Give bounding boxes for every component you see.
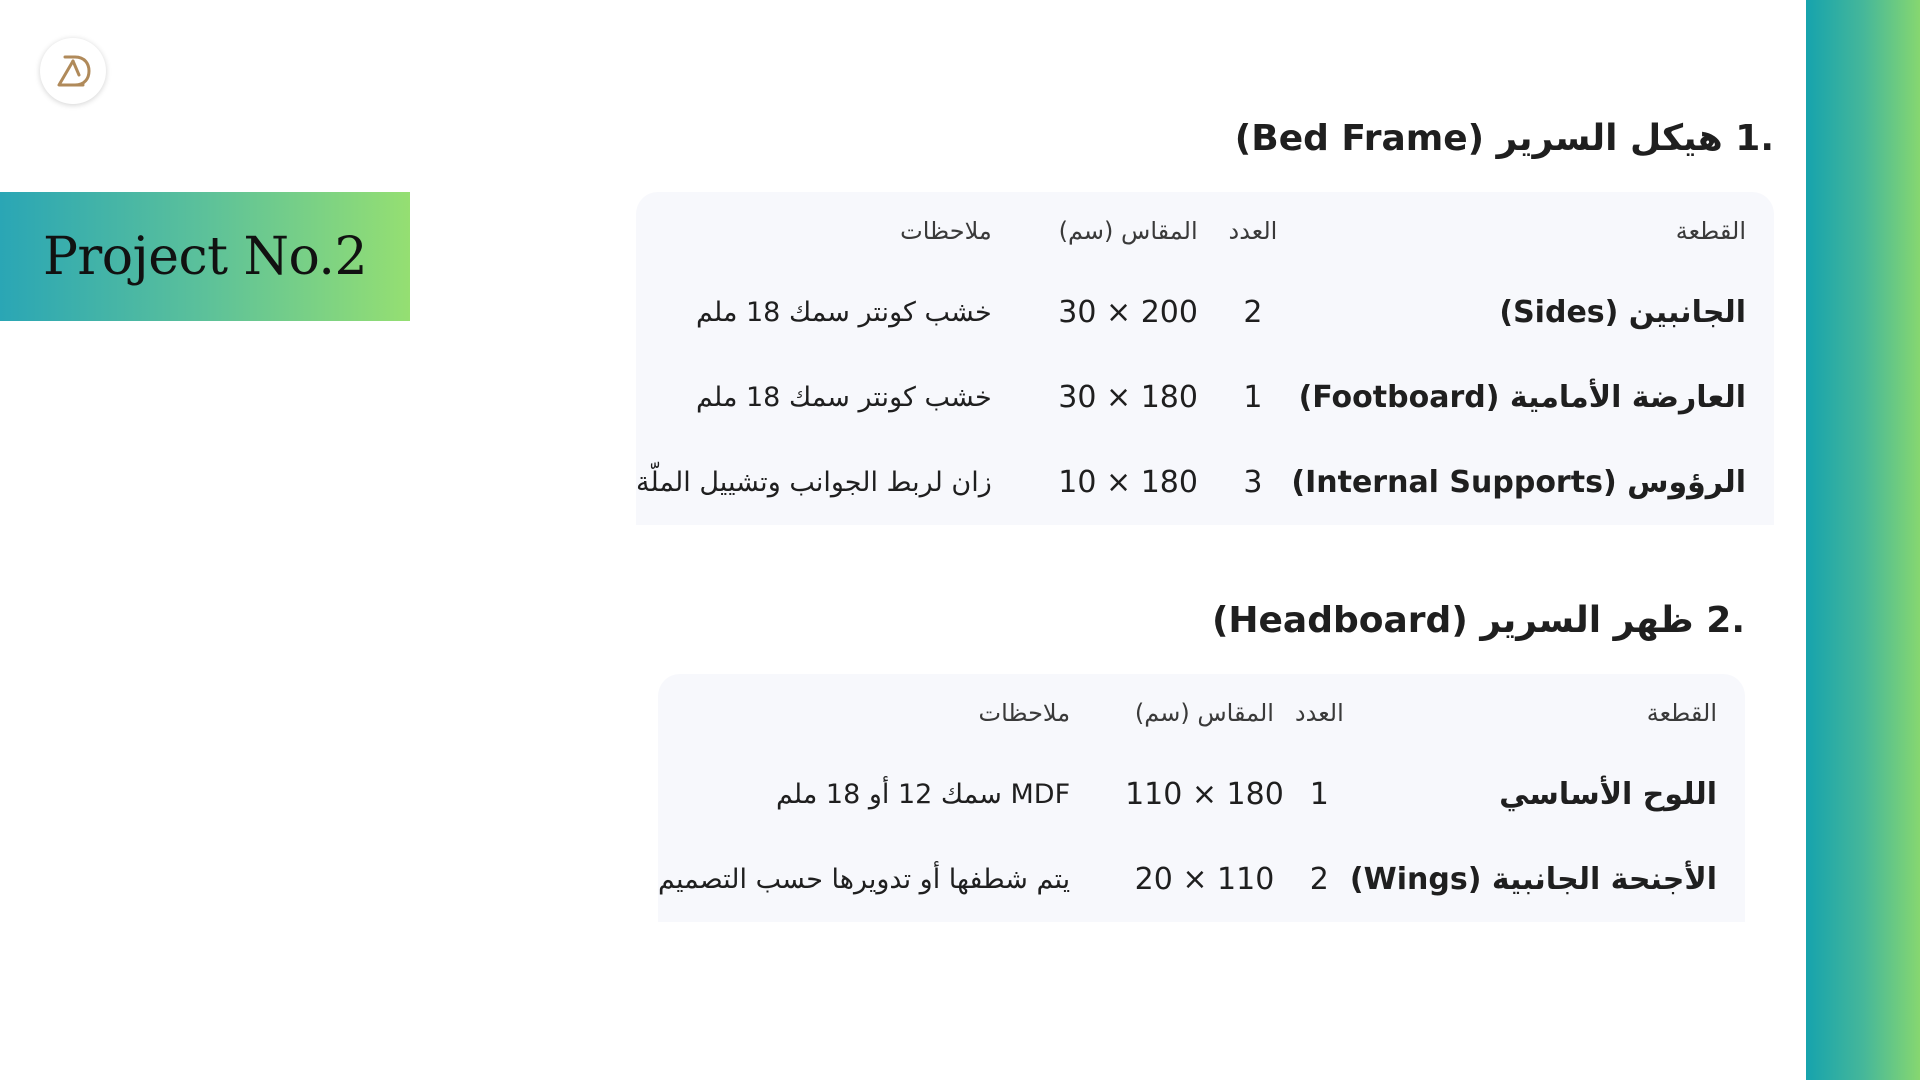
right-accent-bar: [1806, 0, 1920, 1080]
header-count: العدد: [1294, 699, 1344, 727]
cell-notes: خشب كونتر سمك 18 ملم: [696, 297, 992, 328]
table-bed-frame: [636, 192, 1774, 525]
project-title: Project No.2: [42, 226, 368, 287]
header-dims: المقاس (سم): [1058, 217, 1198, 245]
cell-dims: 110 × 20: [1134, 862, 1275, 897]
table-row: [636, 355, 1774, 440]
cell-part: الجانبين (Sides): [1499, 295, 1746, 330]
table-row: [636, 270, 1774, 355]
cell-notes: MDF سمك 12 أو 18 ملم: [775, 779, 1071, 810]
table-header-row: [658, 674, 1745, 752]
cell-dims: 180 × 110: [1125, 777, 1284, 812]
header-part: القطعة: [1646, 699, 1717, 727]
table-row: [658, 752, 1745, 837]
table-row: [636, 440, 1774, 525]
brand-logo-icon: [40, 38, 106, 104]
cell-notes: زان لربط الجوانب وتشييل الملّة: [636, 467, 992, 498]
cell-notes: يتم شطفها أو تدويرها حسب التصميم: [658, 864, 1071, 895]
cell-dims: 200 × 30: [1058, 295, 1198, 330]
cell-part: اللوح الأساسي: [1499, 777, 1717, 812]
header-dims: المقاس (سم): [1134, 699, 1274, 727]
cell-count: 3: [1243, 465, 1263, 500]
table-headboard: [658, 674, 1745, 922]
section-title-headboard: .2 ظهر السرير (Headboard): [1211, 600, 1745, 641]
cell-notes: خشب كونتر سمك 18 ملم: [696, 382, 992, 413]
cell-part: الأجنحة الجانبية (Wings): [1349, 862, 1717, 897]
header-notes: ملاحظات: [978, 699, 1071, 727]
cell-dims: 180 × 30: [1058, 380, 1198, 415]
cell-count: 1: [1243, 380, 1263, 415]
cell-count: 2: [1309, 862, 1329, 897]
section-title-bed-frame: .1 هيكل السرير (Bed Frame): [1234, 118, 1774, 159]
header-notes: ملاحظات: [900, 217, 992, 245]
table-header-row: [636, 192, 1774, 270]
header-part: القطعة: [1675, 217, 1746, 245]
cell-part: الرؤوس (Internal Supports): [1291, 465, 1746, 500]
header-count: العدد: [1228, 217, 1278, 245]
table-row: [658, 837, 1745, 922]
project-banner: [0, 192, 410, 321]
cell-count: 1: [1309, 777, 1329, 812]
cell-count: 2: [1243, 295, 1263, 330]
cell-dims: 180 × 10: [1058, 465, 1198, 500]
cell-part: العارضة الأمامية (Footboard): [1298, 380, 1746, 415]
